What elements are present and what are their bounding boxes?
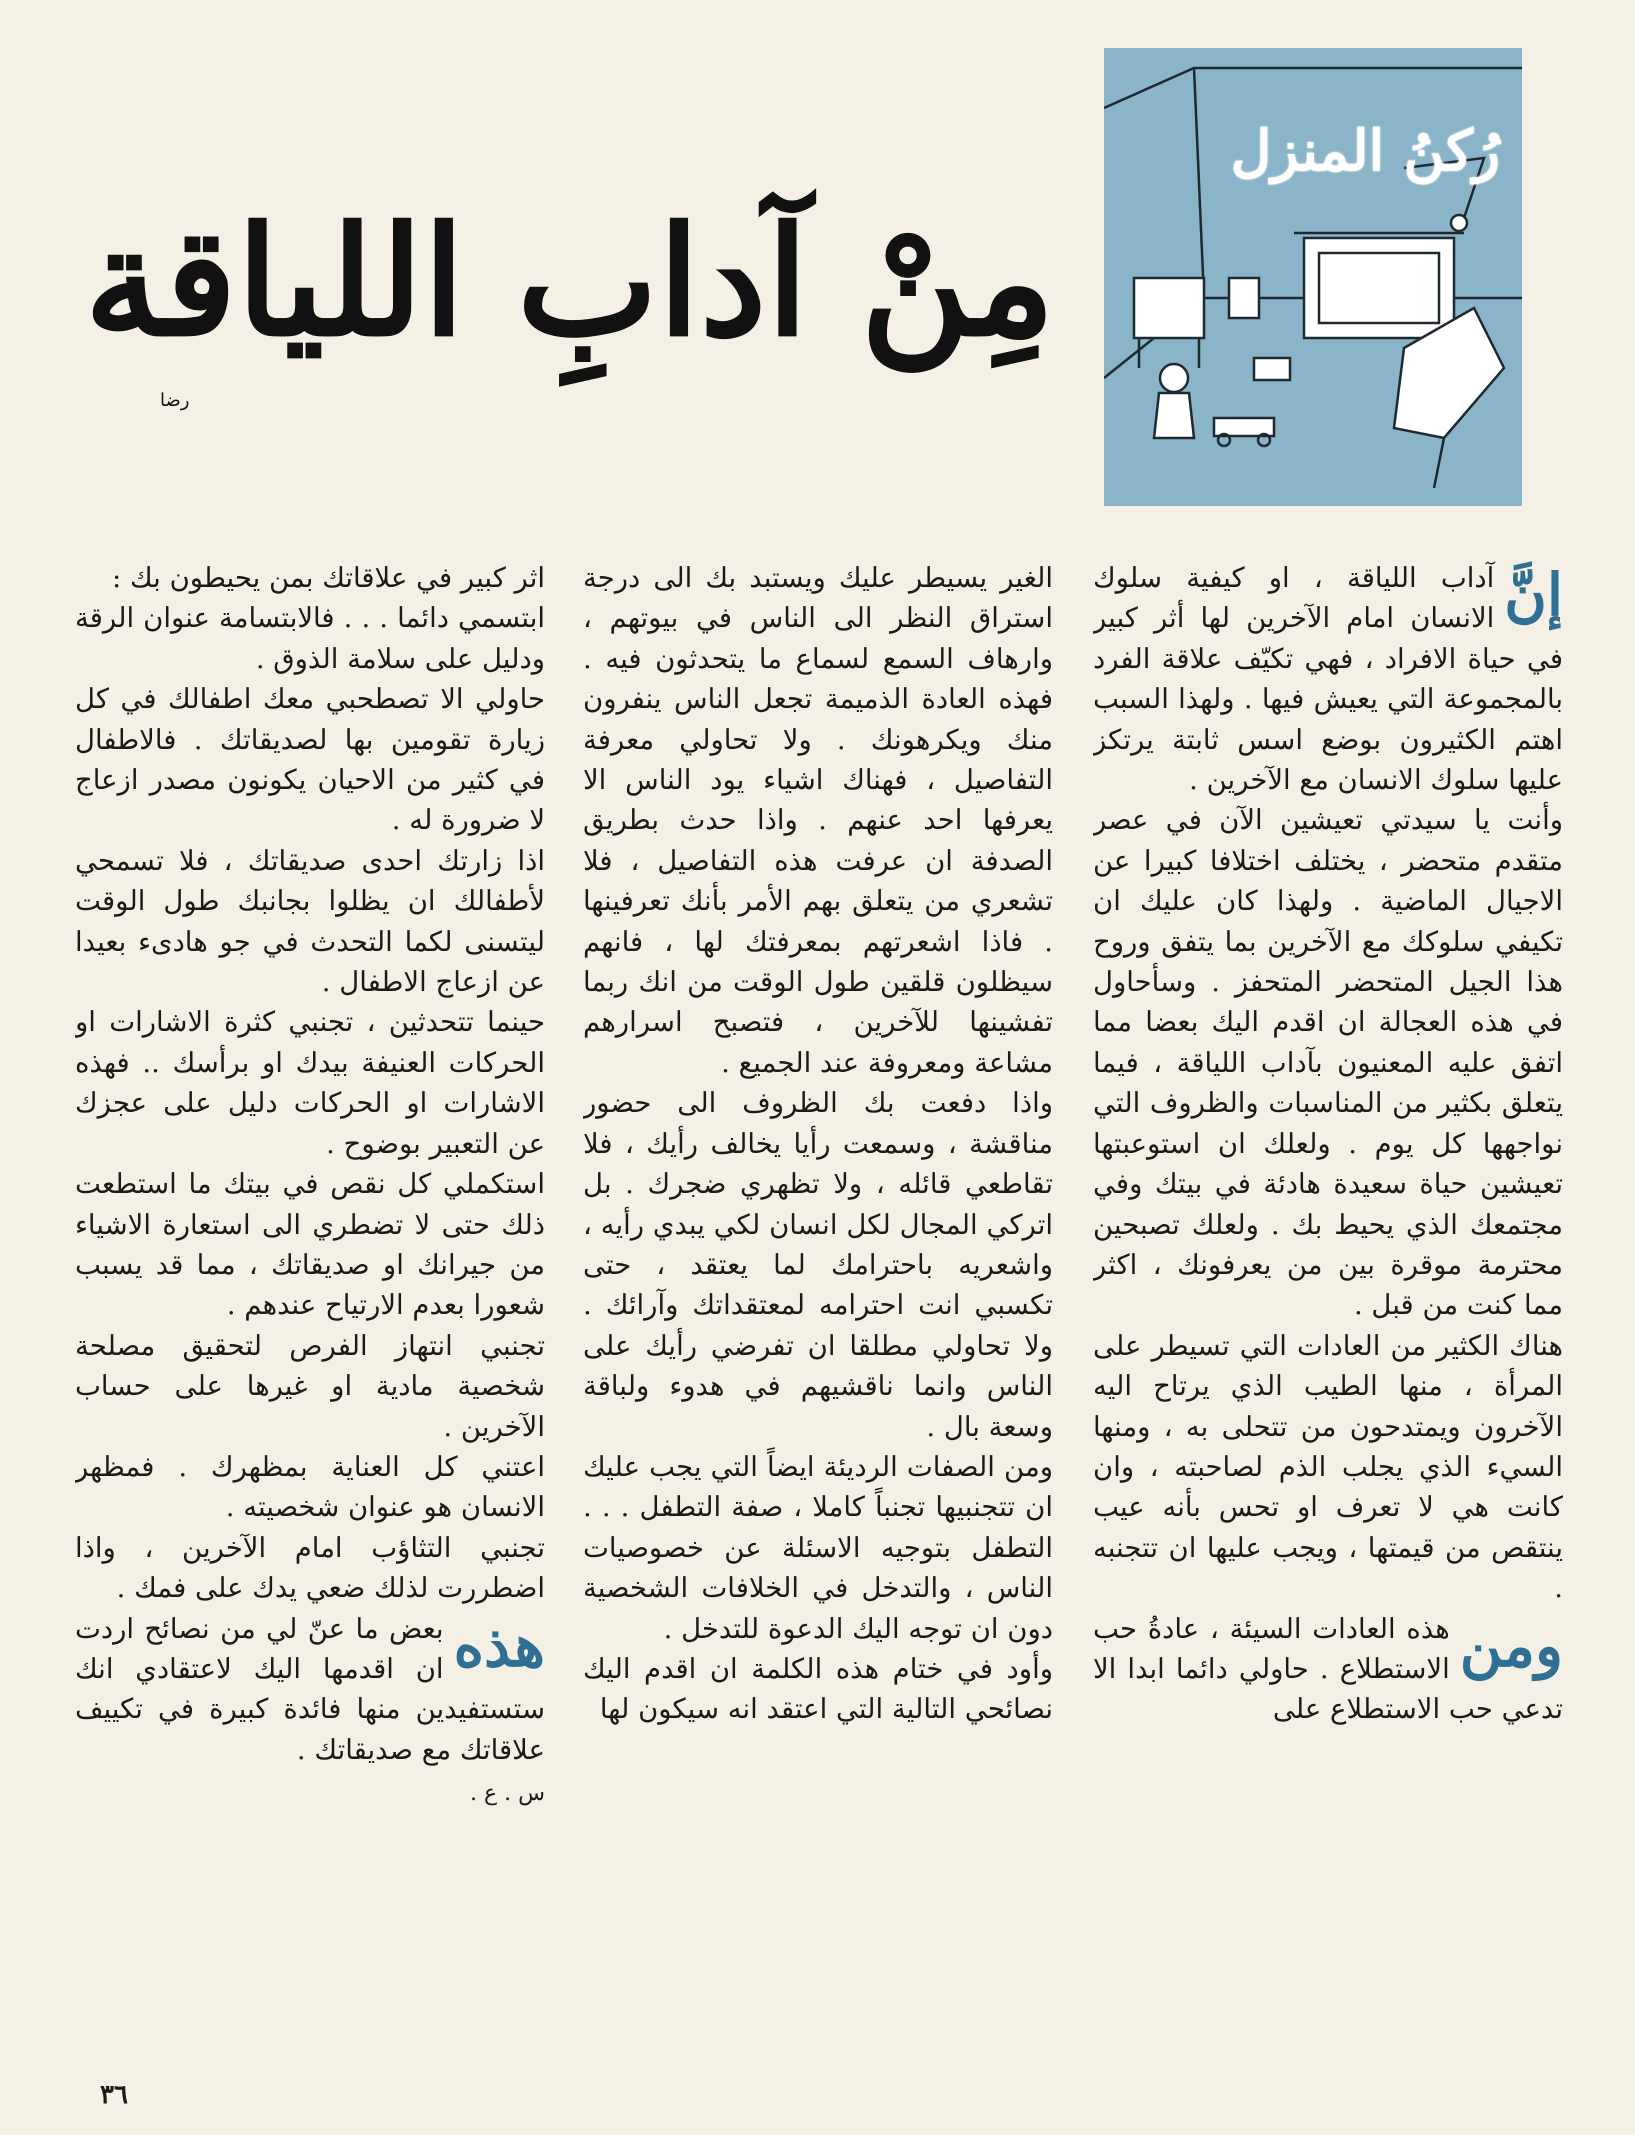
paragraph: حينما تتحدثين ، تجنبي كثرة الاشارات او الحركات العنيفة بيدك او برأسك .. فهذه الاشارات او الحركات دليل على عجزك عن التعبير بوضوح . [75, 1006, 545, 1160]
drop-cap: ومن [1459, 1611, 1563, 1680]
paragraph: وأود في ختام هذه الكلمة ان اقدم اليك نصائحي التالية التي اعتقد انه سيكون لها [583, 1652, 1053, 1726]
paragraph: ومن هذه العادات السيئة ، عادةُ حب الاستطلاع . حاولي دائما ابدا الا تدعي حب الاستطلاع على [1093, 1609, 1563, 1730]
paragraph: هذه بعض ما عنّ لي من نصائح اردت ان اقدمها اليك لاعتقادي انك ستستفيدين منها فائدة كبيرة في تكييف علاقاتك مع صديقاتك . س . ع . [75, 1609, 545, 1815]
column-left [75, 558, 545, 2038]
living-room-illustration [1104, 48, 1522, 506]
paragraph: استكملي كل نقص في بيتك ما استطعت ذلك حتى لا تضطري الى استعارة الاشياء من جيرانك او صديقاتك ، مما قد يسبب شعورا بعدم الارتياح عندهم . [75, 1168, 545, 1322]
column-right [1093, 558, 1563, 2038]
drop-cap: هذه [453, 1611, 545, 1680]
column-middle [583, 558, 1053, 2038]
paragraph: ابتسمي دائما . . . فالابتسامة عنوان الرقة ودليل على سلامة الذوق . [75, 602, 545, 675]
page-number: ٣٦ [100, 2080, 128, 2110]
paragraph: هناك الكثير من العادات التي تسيطر على المرأة ، منها الطيب الذي يرتاح اليه الآخرون ويمتدحون من تتحلى به ، ومنها السيء الذي يجلب الذم لصاحبته ، وان كانت هي لا تعرف او تحس بأنه عيب ينتقص من قيمتها ، ويجب عليها ان تتجنبه . [1093, 1329, 1563, 1605]
drop-cap: إنَّ [1504, 561, 1563, 629]
paragraph: اذا زارتك احدى صديقاتك ، فلا تسمحي لأطفالك ان يظلوا بجانبك طول الوقت ليتسنى لكما التحدث في جو هادىء بعيدا عن ازعاج الاطفال . [75, 844, 545, 999]
paragraph: تجنبي انتهاز الفرص لتحقيق مصلحة شخصية مادية او غيرها على حساب الآخرين . [75, 1329, 545, 1443]
article-title: مِنْ آدابِ اللياقة [84, 194, 1055, 370]
title-mark: رضا [160, 390, 190, 411]
paragraph: واذا دفعت بك الظروف الى حضور مناقشة ، وسمعت رأيا يخالف رأيك ، فلا تقاطعي قائله ، ولا تظهري ضجرك . بل اتركي المجال لكل انسان لكي يبدي رأيه ، واشعريه باحترامك لما يعتقد ، حتى تكسبي انت احترامه لمعتقداتك وآرائك . ولا تحاولي مطلقا ان تفرضي رأيك على الناس وانما ناقشيهم في هدوء ولباقة وسعة بال . [583, 1087, 1053, 1443]
paragraph: ومن الصفات الرديئة ايضاً التي يجب عليك ان تتجنبيها تجنباً كاملا ، صفة التطفل . . . التطفل بتوجيه الاسئلة عن خصوصيات الناس ، والتدخل في الخلافات الشخصية دون ان توجه اليك الدعوة للتدخل . [583, 1450, 1053, 1645]
article-body [73, 558, 1563, 2038]
paragraph: الغير يسيطر عليك ويستبد بك الى درجة استراق النظر الى الناس في بيوتهم ، وارهاف السمع لسماع ما يتحدثون فيه . فهذه العادة الذميمة تجعل الناس ينفرون منك ويكرهونك . ولا تحاولي معرفة التفاصيل ، فهناك اشياء يود الناس الا يعرفها احد عنهم . واذا حدث بطريق الصدفة ان عرفت هذه التفاصيل ، فلا تشعري من يتعلق بهم الأمر بأنك تعرفينها . فاذا اشعرتهم بمعرفتك لها ، فانهم سيظلون قلقين طول الوقت من انك ربما تفشينها للآخرين ، فتصبح اسرارهم مشاعة ومعروفة عند الجميع . [583, 562, 1053, 1079]
paragraph: تجنبي التثاؤب امام الآخرين ، واذا اضطررت لذلك ضعي يدك على فمك . [75, 1531, 545, 1605]
paragraph: اثر كبير في علاقاتك بمن يحيطون بك : [111, 562, 545, 594]
room-line-drawing [1104, 48, 1522, 506]
paragraph: وأنت يا سيدتي تعيشين الآن في عصر متقدم متحضر ، يختلف اختلافا كبيرا عن الاجيال الماضية . ولهذا كان عليك ان تكيفي سلوكك مع الآخرين بما يتفق وروح هذا الجيل المتحضر المتحفز . وسأحاول في هذه العجالة ان اقدم اليك بعضا مما اتفق عليه المعنيون بآداب اللياقة ، فيما يتعلق بكثير من المناسبات والظروف التي نواجهها كل يوم . ولعلك ان استوعبتها تعيشين حياة سعيدة هادئة في بيتك وفي مجتمعك الذي يحيط بك . ولعلك تصبحين محترمة موقرة بين من يعرفونك ، اكثر مما كنت من قبل . [1093, 804, 1563, 1322]
author-signature: س . ع . [470, 1781, 545, 1807]
paragraph: اعتني كل العناية بمظهرك . فمظهر الانسان هو عنوان شخصيته . [75, 1450, 545, 1524]
paragraph: حاولي الا تصطحبي معك اطفالك في كل زيارة تقومين بها لصديقاتك . فالاطفال في كثير من الاحيان يكونون مصدر ازعاج لا ضرورة له . [75, 683, 545, 837]
paragraph: إنَّ آداب اللياقة ، او كيفية سلوك الانسان امام الآخرين لها أثر كبير في حياة الافراد ، فهي تكيّف علاقة الفرد بالمجموعة التي يعيش فيها . ولهذا السبب اهتم الكثيرون بوضع اسس ثابتة يرتكز عليها سلوك الانسان مع الآخرين . [1093, 558, 1563, 800]
corner-title: رُكنُ المنزل [1230, 118, 1500, 184]
